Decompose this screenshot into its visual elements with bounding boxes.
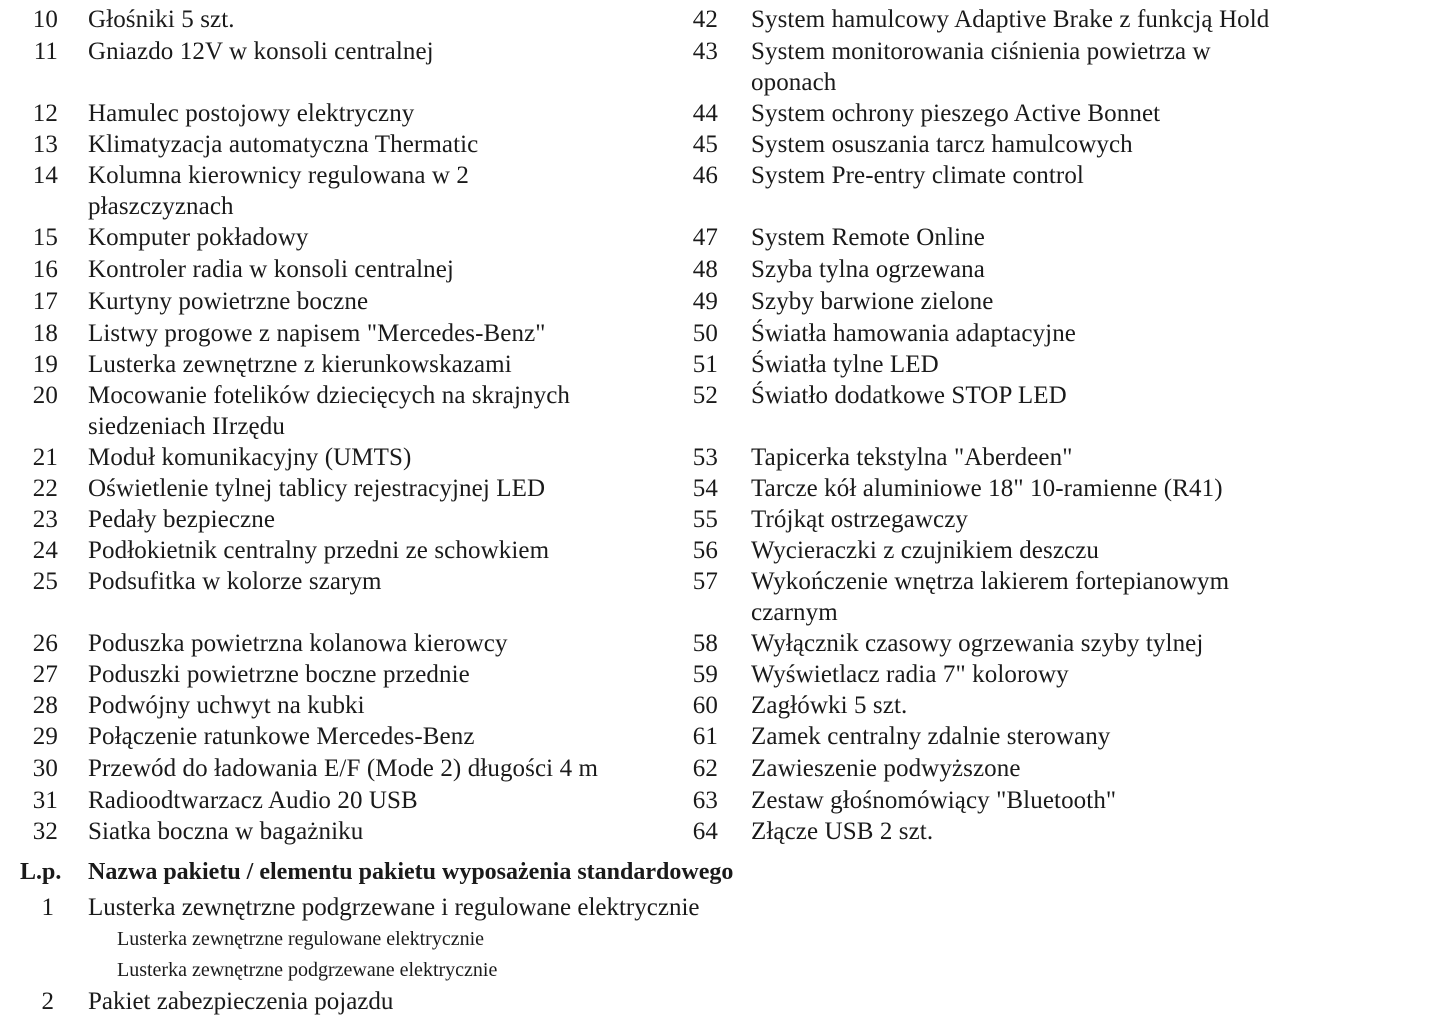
list-item [0,160,590,222]
item-number: 12 [32,100,58,127]
item-text: Zagłówki 5 szt. [751,692,908,719]
item-number: 45 [692,131,718,158]
item-text: Poduszki powietrzne boczne przednie [88,661,470,688]
item-text: System monitorowania ciśnienia powietrza w oponach [751,38,1211,96]
list-item [664,98,1440,129]
header-lp: L.p. [20,859,62,885]
list-item [664,566,1304,628]
equipment-list-left [0,4,680,847]
list-item [0,442,680,473]
item-text: Oświetlenie tylnej tablicy rejestracyjnej LED [88,475,546,502]
item-text: Przewód do ładowania E/F (Mode 2) długości 4 m [88,755,599,782]
item-number: 27 [32,661,58,688]
item-text: Pedały bezpieczne [88,506,276,533]
item-text: Wykończenie wnętrza lakierem fortepianowym czarnym [751,568,1230,626]
item-text: Głośniki 5 szt. [88,6,235,33]
item-number: 44 [692,100,718,127]
list-item [0,753,680,785]
item-number: 29 [32,723,58,750]
list-item [0,785,680,816]
item-text: System osuszania tarcz hamulcowych [751,131,1133,158]
item-number: 43 [692,38,718,65]
item-text: Lusterka zewnętrzne z kierunkowskazami [88,351,512,378]
item-text: Poduszka powietrzna kolanowa kierowcy [88,630,508,657]
item-number: 31 [32,787,58,814]
list-item [0,222,680,254]
item-text: Listwy progowe z napisem "Mercedes-Benz" [88,320,546,347]
item-number: 58 [692,630,718,657]
item-number: 24 [32,537,58,564]
item-text: Szyby barwione zielone [751,288,994,315]
list-item [664,254,1440,286]
list-item [664,753,1440,785]
item-number: 51 [692,351,718,378]
item-text: System hamulcowy Adaptive Brake z funkcją Hold [751,6,1270,33]
item-text: Tarcze kół aluminiowe 18" 10-ramienne (R41) [751,475,1223,502]
item-number: 26 [32,630,58,657]
header-package-name: Nazwa pakietu / elementu pakietu wyposażenia standardowego [88,859,734,885]
list-item [0,318,680,349]
item-text: Zestaw głośnomówiący "Bluetooth" [751,787,1117,814]
list-item [0,129,680,160]
list-item [664,785,1440,816]
item-text: Trójkąt ostrzegawczy [751,506,968,533]
item-number: 14 [32,162,58,189]
list-item [0,286,680,318]
item-number: 60 [692,692,718,719]
item-text: Połączenie ratunkowe Mercedes-Benz [88,723,475,750]
list-item [664,160,1440,222]
item-number: 48 [692,256,718,283]
list-item [664,690,1440,721]
list-item [664,380,1440,442]
package-name: Pakiet zabezpieczenia pojazdu [88,988,394,1015]
item-number: 28 [32,692,58,719]
list-item [664,659,1440,690]
item-text: System ochrony pieszego Active Bonnet [751,100,1161,127]
item-number: 62 [692,755,718,782]
item-number: 13 [32,131,58,158]
item-number: 17 [32,288,58,315]
item-number: 21 [32,444,58,471]
item-number: 19 [32,351,58,378]
list-item [664,349,1440,380]
item-number: 53 [692,444,718,471]
item-number: 42 [692,6,718,33]
item-text: Zamek centralny zdalnie sterowany [751,723,1111,750]
item-number: 25 [32,568,58,595]
equipment-list-right [664,4,1440,847]
list-item [0,659,680,690]
list-item [664,473,1440,504]
item-number: 55 [692,506,718,533]
item-text: Radioodtwarzacz Audio 20 USB [88,787,418,814]
item-number: 54 [692,475,718,502]
item-number: 56 [692,537,718,564]
list-item [0,628,680,659]
item-text: Światła hamowania adaptacyjne [751,320,1076,347]
item-text: Wyświetlacz radia 7" kolorowy [751,661,1069,688]
item-text: Tapicerka tekstylna "Aberdeen" [751,444,1073,471]
package-row [0,986,1440,1018]
list-item [0,566,680,628]
list-item [0,36,680,98]
item-text: Szyba tylna ogrzewana [751,256,985,283]
list-item [0,380,640,442]
item-text: Złącze USB 2 szt. [751,818,934,845]
item-text: Mocowanie fotelików dziecięcych na skrajnych siedzeniach IIrzędu [88,382,570,440]
item-text: Kolumna kierownicy regulowana w 2 płaszczyznach [88,162,469,220]
item-number: 16 [32,256,58,283]
package-subitem: Lusterka zewnętrzne podgrzewane elektrycznie [117,959,498,981]
list-item [0,349,680,380]
item-number: 52 [692,382,718,409]
item-number: 63 [692,787,718,814]
list-item [0,690,680,721]
item-number: 49 [692,288,718,315]
item-number: 64 [692,818,718,845]
item-text: System Remote Online [751,224,985,251]
item-text: Światła tylne LED [751,351,939,378]
list-item [0,98,680,129]
item-number: 46 [692,162,718,189]
list-item [0,721,680,753]
item-number: 15 [32,224,58,251]
list-item [0,504,680,535]
item-text: Wycieraczki z czujnikiem deszczu [751,537,1100,564]
package-subitem: Lusterka zewnętrzne regulowane elektrycznie [117,928,485,950]
item-number: 47 [692,224,718,251]
item-text: Zawieszenie podwyższone [751,755,1021,782]
item-text: Komputer pokładowy [88,224,309,251]
package-name: Lusterka zewnętrzne podgrzewane i regulowane elektrycznie [88,894,700,921]
list-item [664,504,1440,535]
list-item [664,721,1440,753]
list-item [664,4,1440,36]
package-number: 1 [41,894,54,921]
list-item [0,473,680,504]
list-item [0,254,680,286]
item-text: Podłokietnik centralny przedni ze schowkiem [88,537,550,564]
item-text: Kurtyny powietrzne boczne [88,288,369,315]
item-number: 30 [32,755,58,782]
list-item [664,816,1440,847]
list-item [0,816,680,847]
item-number: 10 [32,6,58,33]
item-text: Gniazdo 12V w konsoli centralnej [88,38,434,65]
item-text: Kontroler radia w konsoli centralnej [88,256,454,283]
item-number: 59 [692,661,718,688]
standard-packages-section [0,856,1440,1018]
list-item [664,222,1440,254]
package-number: 2 [41,988,54,1015]
list-item [664,129,1440,160]
item-text: Siatka boczna w bagażniku [88,818,364,845]
item-text: Moduł komunikacyjny (UMTS) [88,444,412,471]
list-item [664,318,1440,349]
item-number: 32 [32,818,58,845]
item-number: 18 [32,320,58,347]
list-item [0,535,680,566]
list-item [664,36,1264,98]
item-text: System Pre-entry climate control [751,162,1084,189]
item-text: Hamulec postojowy elektryczny [88,100,415,127]
item-number: 57 [692,568,718,595]
item-text: Podwójny uchwyt na kubki [88,692,365,719]
item-number: 20 [32,382,58,409]
package-row [0,892,1440,924]
list-item [664,628,1440,659]
item-number: 50 [692,320,718,347]
item-text: Klimatyzacja automatyczna Thermatic [88,131,479,158]
item-text: Światło dodatkowe STOP LED [751,382,1067,409]
item-text: Wyłącznik czasowy ogrzewania szyby tylnej [751,630,1204,657]
list-item [664,535,1440,566]
list-item [664,286,1440,318]
item-number: 22 [32,475,58,502]
item-number: 23 [32,506,58,533]
item-number: 11 [33,38,58,65]
list-item [0,4,680,36]
item-text: Podsufitka w kolorze szarym [88,568,382,595]
item-number: 61 [692,723,718,750]
list-item [664,442,1440,473]
packages-table-header [0,856,1440,892]
